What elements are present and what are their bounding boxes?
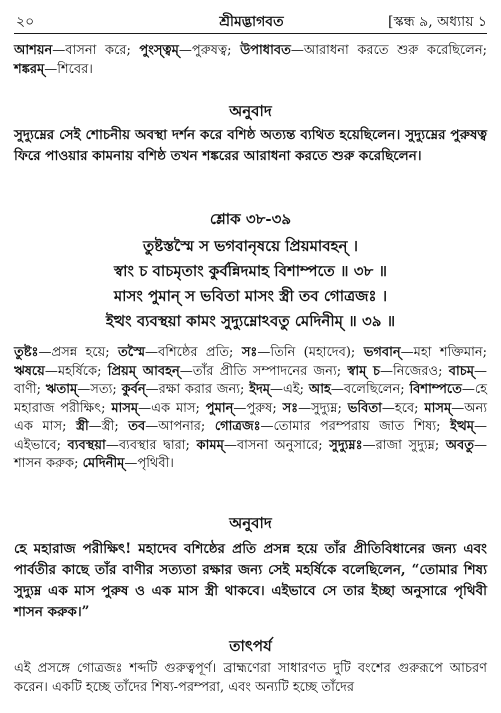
synonym-term: তব: [128, 419, 146, 434]
synonym-dash: —: [474, 437, 488, 453]
verse-line-2: স্বাং চ বাচমৃতাং কুর্বন্নিদমাহ বিশাম্পতে ॥ ৩৮ ॥: [114, 262, 387, 280]
synonym-meaning: স্ত্রী;: [101, 419, 119, 434]
verse-line-1: তুষ্টস্তস্মৈ স ভগবানৃষয়ে প্রিয়মাবহন্ ।: [142, 237, 359, 255]
page-number: ২০: [16, 14, 35, 30]
synonym-dash: —: [290, 43, 304, 58]
synonym-term: কামম্: [196, 437, 224, 453]
translation-heading-2: অনুবাদ: [229, 514, 272, 532]
synonym-dash: —: [223, 437, 237, 453]
synonym-dash: —: [400, 345, 414, 360]
synonym-dash: —: [145, 382, 159, 397]
synonym-meaning: তিনি (মহাদেব);: [270, 345, 356, 360]
section-reference: [স্কন্ধ ৯, অধ্যায় ১: [388, 14, 487, 30]
synonym-term: কুর্বন্: [121, 382, 146, 397]
synonym-term: আশয়ন: [14, 43, 53, 58]
synonym-dash: —: [138, 400, 152, 416]
synonym-dash: —: [233, 400, 247, 416]
synonym-term: ব্যবস্থয়া: [67, 437, 106, 453]
synonym-meaning: অন্য এক মাস;: [14, 400, 487, 434]
synonym-term: বিশাম্পতে: [409, 382, 462, 397]
synonym-term: স্বাম্ চ: [347, 363, 381, 379]
synonym-dash: —: [260, 419, 274, 434]
synonym-meaning: বাসনা অনুসারে;: [236, 437, 323, 453]
synonym-term: সঃ: [241, 345, 258, 360]
synonym-dash: —: [474, 363, 487, 379]
synonym-dash: —: [362, 437, 376, 453]
synonym-term: গোত্রজঃ: [214, 419, 261, 434]
synonym-dash: —: [179, 363, 193, 379]
synonym-meaning: পৃথিবী।: [137, 456, 174, 471]
synonym-meaning: আরাধনা করতে শুরু করেছিলেন;: [303, 43, 487, 58]
synonym-meaning: হে মহারাজ পরীক্ষিৎ;: [14, 382, 488, 416]
synonym-dash: —: [77, 382, 91, 397]
synonym-meaning: বাসনা করে;: [65, 43, 131, 58]
synonym-term: শঙ্করম্: [14, 61, 45, 77]
synonym-meaning: সুদ্যুম্ন;: [311, 400, 342, 416]
synonym-term: পুমান্: [205, 400, 234, 416]
header-rule: [14, 33, 487, 34]
synonym-meaning: নিজেরও;: [393, 363, 443, 379]
synonym-dash: —: [44, 61, 58, 77]
synonym-dash: —: [124, 456, 138, 471]
synonym-meaning: প্রসন্ন হয়ে;: [51, 345, 110, 360]
synonyms-verse: [14, 344, 487, 474]
synonym-meaning: এইভাবে;: [14, 437, 61, 453]
synonym-meaning: সত্য;: [90, 382, 117, 397]
translation-text-2: হে মহারাজ পরীক্ষিৎ! মহাদেব বশিষ্ঠের প্রতি প্রসন্ন হয়ে তাঁর প্রীতিবিধানের জন্য এবং পার্বতীর কাছে তাঁর বাণীর সত্যতা রক্ষার জন্য সেই মহর্ষিকে বলেছিলেন, “তোমার শিষ্য সুদ্যুম্ন এক মাস পুরুষ ও এক মাস স্ত্রী থাকবে। এইভাবে সে তার ইচ্ছা অনুসারে পৃথিবী শাসন করুক।”: [14, 541, 487, 620]
synonym-term: মাসম্: [424, 400, 452, 416]
synonym-term: ঋষয়ে: [14, 363, 45, 379]
synonym-term: পুংস্ত্বম্: [139, 43, 179, 58]
synonym-term: অবতু: [445, 437, 475, 453]
synonym-meaning: এক মাস;: [151, 400, 200, 416]
translation-heading-1: অনুবাদ: [229, 102, 272, 120]
synonym-dash: —: [451, 400, 465, 416]
verse-line-3: মাসং পুমান্ স ভবিতা মাসং স্ত্রী তব গোত্রজঃ ।: [113, 287, 388, 305]
synonym-meaning: ব্যবস্থার দ্বারা;: [118, 437, 190, 453]
synonym-term: ঋতাম্: [45, 382, 78, 397]
synonym-meaning: মহা শক্তিমান;: [413, 345, 488, 360]
synonym-term: তস্মৈ: [118, 345, 146, 360]
synonym-dash: —: [330, 382, 344, 397]
synonym-meaning: বাণী;: [14, 382, 41, 397]
synonym-term: উপাধাবত: [240, 43, 291, 58]
synonym-term: বাচম্: [448, 363, 474, 379]
synonym-term: মাসম্: [111, 400, 139, 416]
synonym-term: সুদ্যুম্নঃ: [329, 437, 363, 453]
synonym-meaning: পুরুষ;: [246, 400, 277, 416]
verse-heading: শ্লোক ৩৮-৩৯: [209, 210, 292, 228]
synonym-term: ইদম্: [249, 382, 270, 397]
synonym-meaning: বলেছিলেন;: [343, 382, 405, 397]
synonym-dash: —: [145, 419, 159, 434]
synonym-term: প্রিয়ম্ আবহন্: [107, 363, 180, 379]
synonym-dash: —: [270, 382, 283, 397]
translation-text-1: সুদ্যুম্নের সেই শোচনীয় অবস্থা দর্শন করে বশিষ্ঠ অত্যন্ত ব্যথিত হয়েছিলেন। সুদ্যুম্নের পুরুষত্ব ফিরে পাওয়ার কামনায় বশিষ্ঠ তখন শঙ্করের আরাধনা করতে শুরু করেছিলেন।: [14, 127, 487, 164]
synonym-meaning: শিবের।: [57, 61, 93, 77]
synonym-term: ভবিতা: [347, 400, 382, 416]
synonym-dash: —: [105, 437, 119, 453]
synonym-dash: —: [38, 345, 52, 360]
synonym-term: তুষ্টঃ: [14, 345, 39, 360]
synonym-dash: —: [88, 419, 102, 434]
synonym-meaning: রক্ষা করার জন্য;: [158, 382, 245, 397]
synonym-dash: —: [380, 363, 394, 379]
synonym-meaning: বশিষ্ঠের প্রতি;: [158, 345, 234, 360]
synonym-meaning: শাসন করুক;: [14, 456, 79, 471]
synonym-term: সঃ: [282, 400, 299, 416]
synonym-dash: —: [298, 400, 312, 416]
synonym-meaning: এই;: [283, 382, 305, 397]
synonym-term: ভগবান্: [363, 345, 401, 360]
synonym-dash: —: [461, 382, 475, 397]
synonym-dash: —: [381, 400, 395, 416]
page-header: [16, 6, 487, 32]
synonym-meaning: আপনার;: [158, 419, 206, 434]
synonym-meaning: পুরুষত্ব;: [191, 43, 232, 58]
synonym-dash: —: [257, 345, 271, 360]
synonym-meaning: তাঁর প্রীতি সম্পাদনের জন্য;: [192, 363, 342, 379]
synonym-meaning: মহর্ষিকে;: [57, 363, 102, 379]
purport-text: এই প্রসঙ্গে গোত্রজঃ শব্দটি গুরুত্বপূর্ণ। ব্রাহ্মণেরা সাধারণত দুটি বংশের গুরুরূপে আচরণ করেন। একটি হচ্ছে তাঁদের শিষ্য-পরম্পরা, এবং অন্যটি হচ্ছে তাঁদের: [14, 661, 487, 695]
synonym-meaning: রাজা সুদ্যুম্ন;: [375, 437, 440, 453]
verse-line-4: ইত্থং ব্যবস্থয়া কামং সুদ্যুম্নোঽবতু মেদিনীম্ ॥ ৩৯ ॥: [105, 312, 396, 330]
synonym-meaning: তোমার পরম্পরায় জাত শিষ্য;: [273, 419, 441, 434]
synonym-dash: —: [178, 43, 192, 58]
synonym-term: ইত্থম্: [450, 419, 475, 434]
purport-heading: তাৎপর্য: [229, 637, 272, 655]
book-title: শ্রীমদ্ভাগবত: [219, 14, 284, 30]
synonyms-top: [14, 42, 487, 79]
synonym-dash: —: [52, 43, 66, 58]
synonym-dash: —: [145, 345, 159, 360]
synonym-dash: —: [474, 419, 488, 434]
synonym-term: মেদিনীম্: [82, 456, 125, 471]
synonym-meaning: হবে;: [394, 400, 419, 416]
synonym-term: স্ত্রী: [76, 419, 89, 434]
synonym-term: আহ: [308, 382, 331, 397]
synonym-dash: —: [44, 363, 58, 379]
